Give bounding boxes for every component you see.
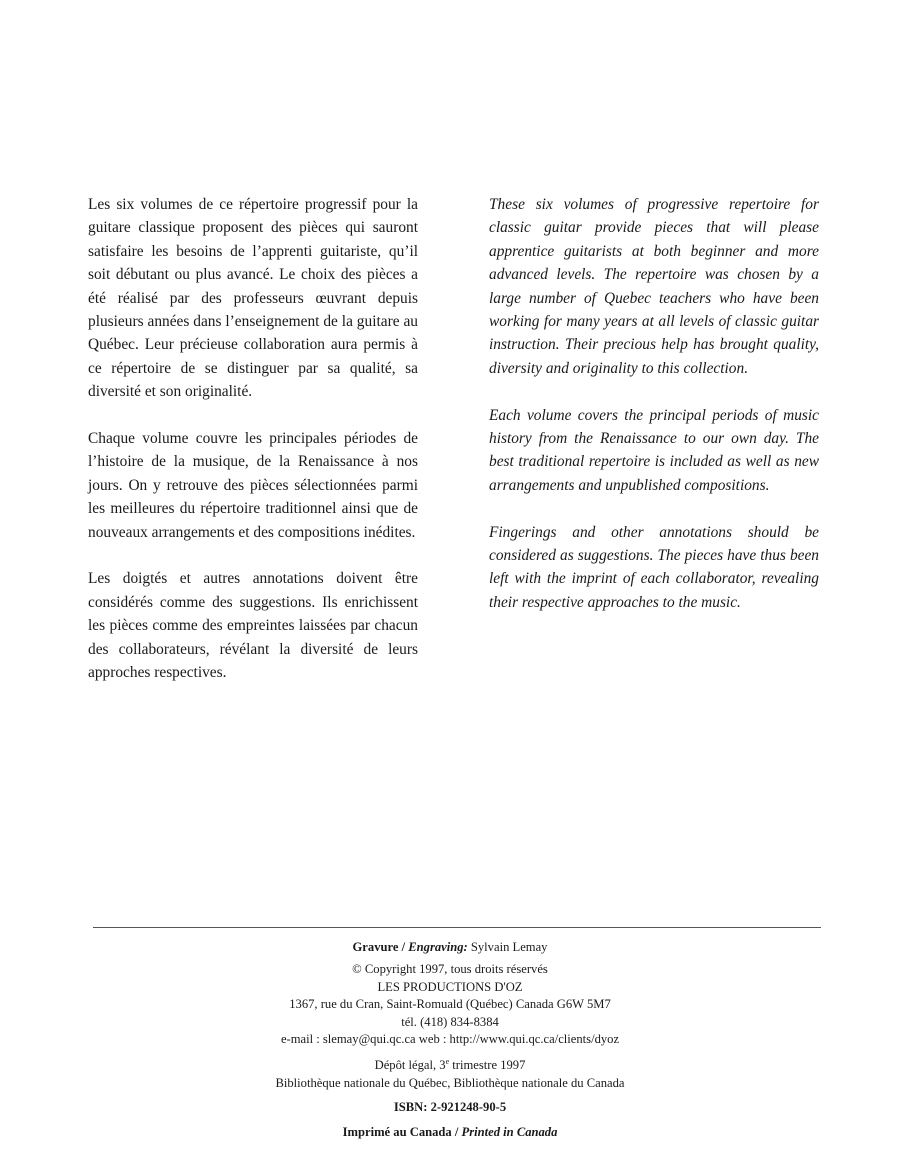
engraving-line — [0, 939, 900, 956]
legal-deposit-prefix: Dépôt légal, 3 — [374, 1058, 446, 1073]
french-paragraph-2: Chaque volume couvre les principales périodes de l’histoire de la musique, de la Renaissance à nos jours. On y retrouve des pièces sélectionnées parmi les meilleures du répertoire traditionnel ainsi que de nouveaux arrangements et des compositions inédites. — [88, 430, 418, 541]
english-paragraph-3: Fingerings and other annotations should be considered as suggestions. The pieces have thus been left with the imprint of each collaborator, revealing their respective approaches to the music. — [489, 523, 819, 611]
copyright-line: © Copyright 1997, tous droits réservés — [352, 962, 548, 977]
french-paragraph-1: Les six volumes de ce répertoire progressif pour la guitare classique proposent des pièces qui sauront satisfaire les besoins de l’apprenti guitariste, qu’il soit débutant ou plus avancé. Le choix des pièces a été réalisé par des professeurs œuvrant depuis plusieurs années dans l’enseignement de la guitare au Québec. Leur précieuse collaboration aura permis à ce répertoire de se distinguer par sa qualité, sa diversité et son originalité. — [88, 196, 418, 401]
publisher-line: LES PRODUCTIONS D'OZ — [377, 979, 523, 994]
printed-label-en: Printed in Canada — [461, 1124, 558, 1139]
engraver-name: Sylvain Lemay — [467, 940, 548, 954]
legal-deposit-line — [0, 1053, 900, 1075]
french-paragraph-3: Les doigtés et autres annotations doivent être considérés comme des suggestions. Ils enrichissent les pièces comme des empreintes laissées par chacun des collaborateurs, révélant la diversité de leurs approches respectives. — [88, 570, 418, 682]
french-text-column — [88, 193, 418, 708]
phone-line: tél. (418) 834-8384 — [401, 1014, 499, 1029]
libraries-line: Bibliothèque nationale du Québec, Bibliothèque nationale du Canada — [275, 1076, 625, 1091]
english-paragraph-1: These six volumes of progressive repertoire for classic guitar provide pieces that will please apprentice guitarists at both beginner and more advanced levels. The repertoire was chosen by a large number of Quebec teachers who have been working for many years at all levels of classic guitar instruction. Their precious help has brought quality, diversity and originality to this collection. — [489, 196, 819, 377]
legal-deposit-sup: e — [445, 1057, 450, 1067]
legal-deposit-suffix: trimestre 1997 — [449, 1058, 526, 1073]
isbn-line: ISBN: 2-921248-90-5 — [393, 1100, 507, 1115]
credits-divider — [93, 927, 821, 928]
english-paragraph-2: Each volume covers the principal periods of music history from the Renaissance to our own day. The best traditional repertoire is included as well as new arrangements and unpublished compositions. — [489, 406, 819, 494]
printed-label-fr: Imprimé au Canada / — [342, 1124, 462, 1139]
engraving-label-en: Engraving: — [408, 940, 468, 954]
printed-line — [0, 1124, 900, 1141]
contact-line: e-mail : slemay@qui.qc.ca web : http://www.qui.qc.ca/clients/dyoz — [280, 1032, 620, 1047]
credits-block — [0, 939, 900, 1141]
english-text-column — [489, 193, 819, 638]
address-line: 1367, rue du Cran, Saint-Romuald (Québec) Canada G6W 5M7 — [289, 997, 611, 1012]
engraving-label-fr: Gravure / — [352, 940, 409, 954]
